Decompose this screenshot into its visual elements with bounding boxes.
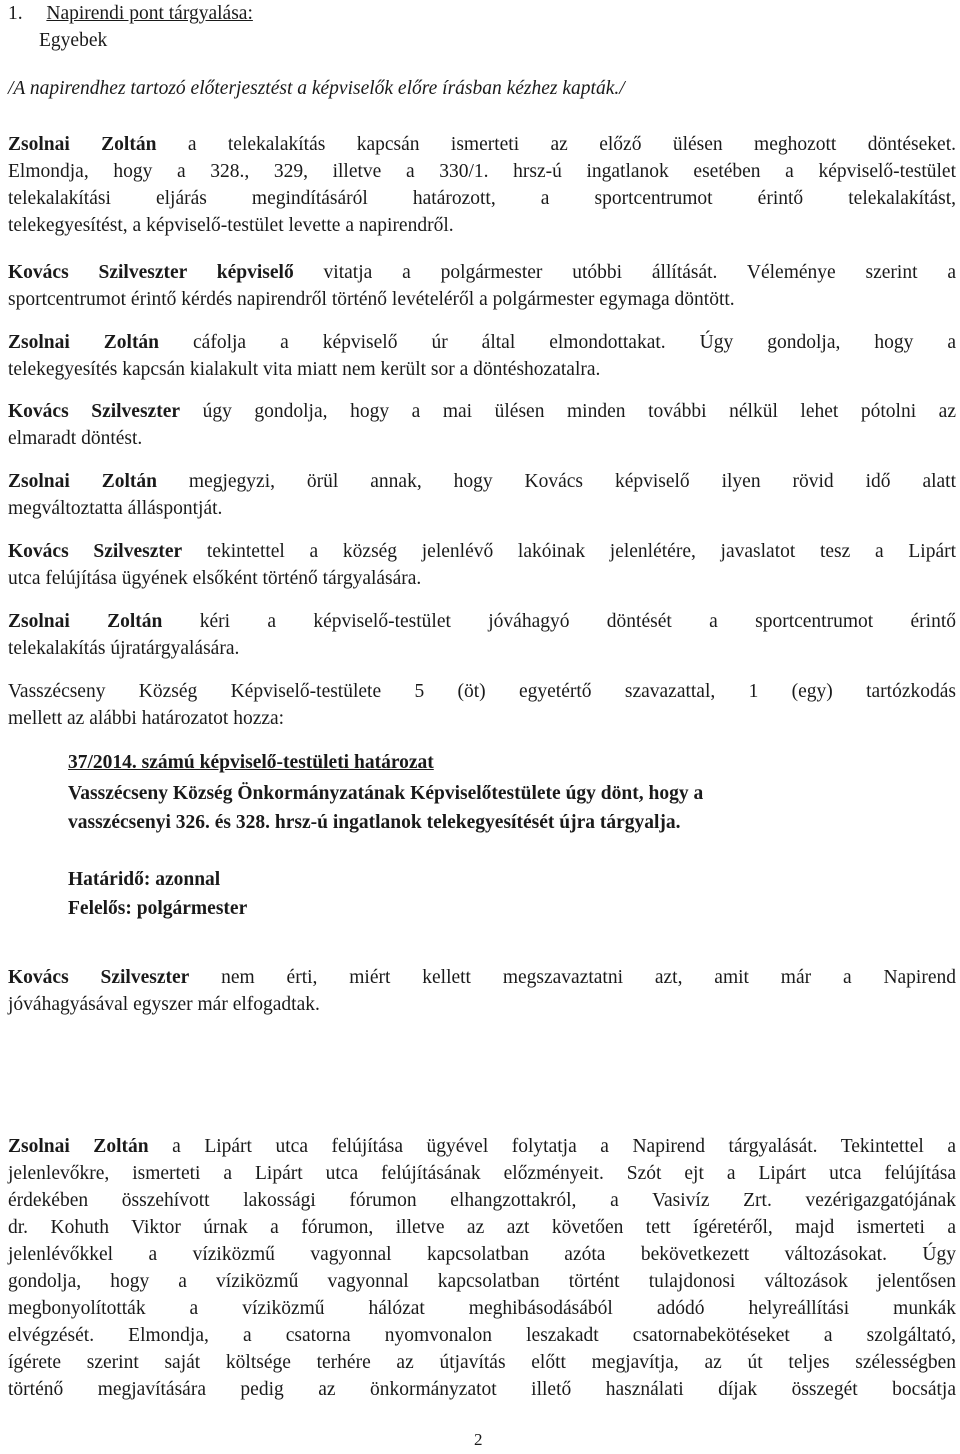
heading-number: 1. — [8, 3, 23, 24]
resolution-responsible: Felelős: polgármester — [68, 898, 248, 919]
paragraph-9: Kovács Szilveszter nem érti, miért kellett megszavaztatni azt, amit már a Napirend jóváhagyásával egyszer már elfogadtak. — [8, 967, 956, 1015]
speaker-name: Zsolnai Zoltán — [8, 1136, 149, 1157]
heading-subtitle: Egyebek — [39, 30, 108, 51]
speaker-name: Zsolnai Zoltán — [8, 134, 157, 155]
resolution-line-2: vasszécsenyi 326. és 328. hrsz-ú ingatlanok telekegyesítését újra tárgyalja. — [68, 812, 681, 833]
paragraph-7: Zsolnai Zoltán kéri a képviselő-testület jóváhagyó döntését a sportcentrumot érintő telekalakítás újratárgyalására. — [8, 611, 956, 659]
paragraph-6: Kovács Szilveszter tekintettel a község jelenlévő lakóinak jelenlétére, javaslatot tesz a Lipárt utca felújítása ügyének elsőként történő tárgyalására. — [8, 541, 957, 589]
resolution-deadline: Határidő: azonnal — [68, 869, 221, 890]
paragraph-1: Zsolnai Zoltán a telekalakítás kapcsán ismerteti az előző ülésen meghozott döntéseket. Elmondja, hogy a 328., 329, illetve a 330/1. hrsz-ú ingatlanok esetében a képviselő-testület telekalakítási eljárás megindításáról határozott, a sportcentrumot érintő telekalakítást, telekegyesítést, a képviselő-testület levette a napirendről. — [8, 134, 957, 236]
paragraph-3: Zsolnai Zoltán cáfolja a képviselő úr által elmondottakat. Úgy gondolja, hogy a telekegyesítés kapcsán kialakult vita miatt nem került sor a döntéshozatalra. — [8, 332, 956, 380]
paragraph-5: Zsolnai Zoltán megjegyzi, örül annak, hogy Kovács képviselő ilyen rövid idő alatt megváltoztatta álláspontját. — [8, 471, 957, 519]
agenda-heading — [8, 0, 956, 54]
speaker-name: Kovács Szilveszter — [8, 967, 190, 988]
speaker-name: Kovács Szilveszter — [8, 541, 183, 562]
speaker-name: Zsolnai Zoltán — [8, 332, 160, 353]
speaker-name: Zsolnai Zoltán — [8, 471, 157, 492]
speaker-name: Zsolnai Zoltán — [8, 611, 163, 632]
heading-title: Napirendi pont tárgyalása: — [46, 3, 253, 24]
paragraph-10: Zsolnai Zoltán a Lipárt utca felújítása ügyével folytatja a Napirend tárgyalását. Tekintettel a jelenlevőkre, ismerteti a Lipárt utca felújításának előzményeit. Szót ejt a Lipárt utca felújítása érdekében összehívott lakossági fórumon elhangzottakról, a Vasivíz Zrt. vezérigazgatójának dr. Kohuth Viktor úrnak a fórumon, illetve az azt követően tett ígéretéről, majd ismerteti a jelenlévőkkel a víziközmű vagyonnal kapcsolatban azóta bekövetkezett változásokat. Úgy gondolja, hogy a víziközmű vagyonnal kapcsolatban történt tulajdonosi változások jelentősen megbonyolították a víziközmű hálózat meghibásodásából adódó helyreállítási munkák elvégzését. Elmondja, a csatorna nyomvonalon leszakadt csatornabekötéseket a szolgáltató, ígérete szerint saját költsége terhére az útjavítás előtt megjavítja, az út teljes szélességben történő megjavítására pedig az önkormányzatot illető használati díjak összegét bocsátja — [8, 1136, 957, 1400]
speaker-name: Kovács Szilveszter — [8, 401, 181, 422]
resolution-title: 37/2014. számú képviselő-testületi határozat — [68, 752, 434, 773]
note: /A napirendhez tartozó előterjesztést a képviselők előre írásban kézhez kapták./ — [8, 78, 625, 99]
page-number: 2 — [474, 1430, 483, 1449]
paragraph-4: Kovács Szilveszter úgy gondolja, hogy a mai ülésen minden további nélkül lehet pótolni az elmaradt döntést. — [8, 401, 956, 449]
speaker-name: Kovács Szilveszter képviselő — [8, 262, 294, 283]
paragraph-2: Kovács Szilveszter képviselő vitatja a polgármester utóbbi állítását. Véleménye szerint a sportcentrumot érintő kérdés napirendről történő levételéről a polgármester egymaga döntött. — [8, 262, 956, 310]
vote-paragraph: Vasszécseny Község Képviselő-testülete 5 (öt) egyetértő szavazattal, 1 (egy) tartózkodás mellett az alábbi határozatot hozza: — [8, 681, 956, 729]
resolution-line-1: Vasszécseny Község Önkormányzatának Képviselőtestülete úgy dönt, hogy a — [68, 783, 704, 804]
